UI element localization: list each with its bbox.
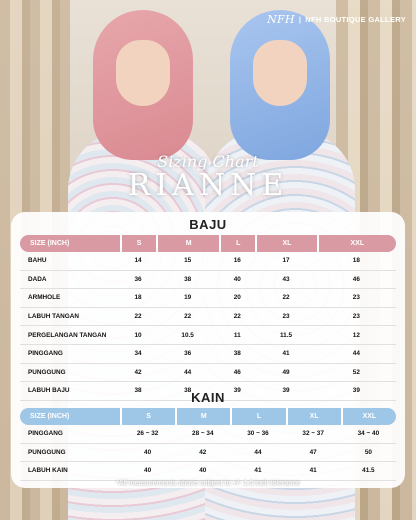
table-row [20, 308, 396, 327]
kain-header-size: XL [286, 408, 341, 425]
measurement-value: 15 [156, 252, 219, 271]
table-row [20, 271, 396, 290]
measurement-value: 26 ~ 32 [120, 425, 175, 444]
baju-header-size: XL [255, 235, 316, 252]
table-row [20, 364, 396, 383]
kain-header-size: S [120, 408, 175, 425]
measurement-value: 44 [317, 345, 396, 364]
measurement-value: 22 [156, 308, 219, 327]
measurement-value: 20 [219, 289, 255, 308]
measurement-value: 34 ~ 40 [341, 425, 396, 444]
measurement-value: 36 [120, 271, 156, 290]
measurement-value: 41 [230, 462, 285, 481]
kain-header-size: XXL [341, 408, 396, 425]
measurement-value: 18 [120, 289, 156, 308]
measurement-value: 36 [156, 345, 219, 364]
measurement-label: LABUH BAJU [20, 382, 120, 401]
measurement-value: 39 [317, 382, 396, 401]
measurement-value: 11 [219, 326, 255, 345]
kain-header-size: M [175, 408, 230, 425]
table-row [20, 289, 396, 308]
measurement-value: 52 [317, 364, 396, 383]
measurement-value: 16 [219, 252, 255, 271]
measurement-value: 28 ~ 34 [175, 425, 230, 444]
measurement-value: 10 [120, 326, 156, 345]
measurement-label: LABUH TANGAN [20, 308, 120, 327]
measurement-value: 22 [219, 308, 255, 327]
table-row [20, 252, 396, 271]
size-chart-card [11, 212, 405, 488]
baju-header-size-label: SIZE (INCH) [20, 235, 120, 252]
baju-section-title: BAJU [189, 217, 227, 232]
baju-header-size: M [156, 235, 219, 252]
brand-monogram: NFH [267, 13, 295, 26]
measurement-value: 42 [175, 444, 230, 463]
measurement-value: 10.5 [156, 326, 219, 345]
kain-section-title: KAIN [191, 390, 225, 405]
table-row [20, 345, 396, 364]
measurement-label: ARMHOLE [20, 289, 120, 308]
measurement-value: 23 [317, 308, 396, 327]
measurement-value: 22 [255, 289, 316, 308]
table-row [20, 326, 396, 345]
measurement-value: 23 [317, 289, 396, 308]
measurement-value: 44 [230, 444, 285, 463]
measurement-value: 11.5 [255, 326, 316, 345]
brand-separator: | [298, 15, 302, 24]
measurement-value: 44 [156, 364, 219, 383]
measurement-value: 38 [120, 382, 156, 401]
measurement-value: 34 [120, 345, 156, 364]
measurement-label: PUNGGUNG [20, 444, 120, 463]
measurement-label: PERGELANGAN TANGAN [20, 326, 120, 345]
brand-name: NFH BOUTIQUE GALLERY [305, 15, 406, 24]
measurement-label: PINGGANG [20, 425, 120, 444]
measurement-value: 40 [219, 271, 255, 290]
table-row [20, 425, 396, 444]
brand-logo [267, 13, 406, 26]
chart-subtitle: Sizing Chart [157, 152, 259, 171]
table-row [20, 444, 396, 463]
measurement-label: DADA [20, 271, 120, 290]
measurement-value: 42 [120, 364, 156, 383]
measurement-value: 22 [120, 308, 156, 327]
measurement-value: 49 [255, 364, 316, 383]
measurement-value: 38 [219, 345, 255, 364]
measurement-value: 46 [219, 364, 255, 383]
measurement-label: PINGGANG [20, 345, 120, 364]
tolerance-note: *All measurements above subject to +/- 1.0 inch tolerance [116, 478, 300, 487]
measurement-value: 19 [156, 289, 219, 308]
measurement-value: 23 [255, 308, 316, 327]
baju-header-size: L [219, 235, 255, 252]
measurement-value: 18 [317, 252, 396, 271]
kain-table [20, 408, 396, 481]
baju-header-size: XXL [317, 235, 396, 252]
product-title: RIANNE [127, 168, 289, 203]
measurement-value: 39 [219, 382, 255, 401]
measurement-label: PUNGGUNG [20, 364, 120, 383]
measurement-value: 38 [156, 382, 219, 401]
measurement-value: 30 ~ 36 [230, 425, 285, 444]
measurement-value: 41 [255, 345, 316, 364]
measurement-value: 17 [255, 252, 316, 271]
kain-header-size-label: SIZE (INCH) [20, 408, 120, 425]
measurement-value: 40 [120, 444, 175, 463]
measurement-value: 50 [341, 444, 396, 463]
baju-header-size: S [120, 235, 156, 252]
measurement-value: 40 [120, 462, 175, 481]
measurement-label: BAHU [20, 252, 120, 271]
baju-table [20, 235, 396, 401]
measurement-value: 12 [317, 326, 396, 345]
measurement-value: 41 [286, 462, 341, 481]
measurement-value: 38 [156, 271, 219, 290]
measurement-value: 40 [175, 462, 230, 481]
measurement-value: 41.5 [341, 462, 396, 481]
measurement-value: 32 ~ 37 [286, 425, 341, 444]
measurement-value: 43 [255, 271, 316, 290]
measurement-value: 39 [255, 382, 316, 401]
measurement-value: 47 [286, 444, 341, 463]
kain-header-size: L [230, 408, 285, 425]
measurement-value: 46 [317, 271, 396, 290]
measurement-label: LABUH KAIN [20, 462, 120, 481]
measurement-value: 14 [120, 252, 156, 271]
